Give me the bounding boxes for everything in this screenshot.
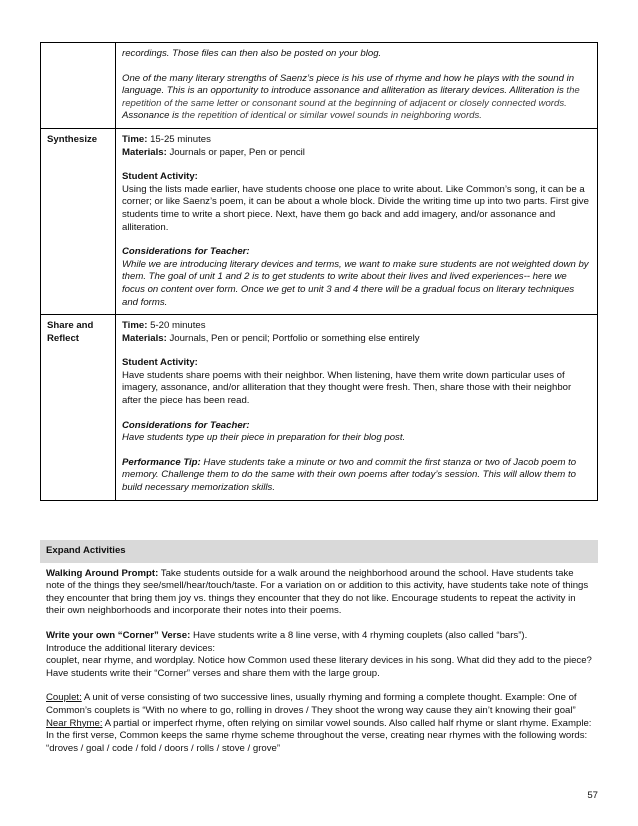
materials-line: Materials: Journals, Pen or pencil; Portfolio or something else entirely [122,332,420,344]
expand-activities-heading: Expand Activities [40,540,598,563]
corner-verse-line: Introduce the additional literary devices: [46,642,216,654]
performance-tip: Performance Tip: Have students take a minute or two and commit the first stanza or two of Jacob poem to memory. Challenge them to do the same with their own poems after today’s session. This will allow them to build necessary memorization skills. [122,456,577,494]
time-line: Time: 15-25 minutes [122,133,211,145]
alliteration-definition: the repetition of the same letter or consonant sound at the beginning of adjacent or closely connected words. [122,85,580,109]
corner-verse-prompt: Write your own “Corner” Verse: Have students write a 8 line verse, with 4 rhyming couplets (also called “bars”). [46,629,528,641]
materials-line: Materials: Journals or paper, Pen or pencil [122,146,305,158]
teacher-considerations-text: While we are introducing literary devices and terms, we want to make sure students are not weighted down by them. The goal of unit 1 and 2 is to get students to write about their lives and lived experiences-- here we focus on content over form. Once we get to unit 3 and 4 there will be a gradual focus on literary techniques and forms. [122,258,589,308]
teacher-considerations-heading: Considerations for Teacher: [122,419,250,431]
lesson-plan-table [40,42,598,501]
row-content [116,128,598,314]
row-label-empty [41,43,116,129]
walking-around-prompt: Walking Around Prompt: Take students outside for a walk around the neighborhood around the school. Have students take note of the things they see/smell/hear/touch/taste. For a variation on or addition to this activity, have students take note of things they encounter that bring them joy vs. things they encounter that they do not like. Encourage students to repeat the activity in their own neighborhoods and incorporate their notes into their poems. [46,567,589,617]
row-label-synthesize: Synthesize [41,128,116,314]
teacher-considerations-heading: Considerations for Teacher: [122,246,250,258]
assonance-definition: the repetition of identical or similar vowel sounds in neighboring words. [181,110,482,122]
page-number: 57 [587,790,598,801]
table-row [41,43,598,129]
teacher-considerations-text: Have students type up their piece in preparation for their blog post. [122,432,406,444]
table-row [41,128,598,314]
corner-verse-line: couplet, near rhyme, and wordplay. Notice how Common used these literary devices in his song. What did they add to the piece? Have students write their “Corner” verses and share them with the large group. [46,655,592,679]
time-line: Time: 5-20 minutes [122,320,206,332]
literary-strengths-text: One of the many literary strengths of Saenz’s piece is his use of rhyme and how he plays with the sound in language. This is an opportunity to introduce assonance and alliteration as literary devices. Alliteration is the repetition of the same letter or consonant sound at the beginning of adjacent or closely connected words. Assonance is the repetition of identical or similar vowel sounds in neighboring words. [122,72,580,122]
near-rhyme-definition: Near Rhyme: A partial or imperfect rhyme, often relying on similar vowel sounds. Also called half rhyme or slant rhyme. Example: In the first verse, Common keeps the same rhyme scheme throughout the verse, creating near rhymes with the following words: “droves / goal / code / fold / doors / rolls / stove / grove” [46,717,592,754]
table-row [41,315,598,501]
student-activity-heading: Student Activity: [122,357,198,369]
student-activity-heading: Student Activity: [122,171,198,183]
row-content [116,315,598,501]
student-activity-text: Using the lists made earlier, have students choose one place to write about. Like Common’s song, it can be a corner; or like Saenz’s poem, it can be about a whole block. Divide the writing time up into two parts. First give students time to write a short piece. Next, have them go back and add imagery, and/or assonance and alliteration. [122,183,589,233]
alliteration-term: Alliteration [509,85,555,97]
couplet-definition: Couplet: A unit of verse consisting of two successive lines, usually rhyming and forming a complete thought. Example: One of Common’s couplets is “With no where to go, rolling in droves / They shoot the wrong way cause they ain’t knowing their goal” [46,692,577,716]
row-label-share-reflect: Share and Reflect [41,315,116,501]
recordings-text: recordings. Those files can then also be posted on your blog. [122,48,382,59]
assonance-term: Assonance [122,110,170,122]
expand-activities-section [40,540,598,755]
row-content [116,43,598,129]
student-activity-text: Have students share poems with their neighbor. When listening, have them write down particular uses of imagery, assonance, and/or alliteration that they thought were fresh. Then, share those with their neighbor after the piece has been read. [122,369,572,407]
expand-activities-body [40,563,598,756]
